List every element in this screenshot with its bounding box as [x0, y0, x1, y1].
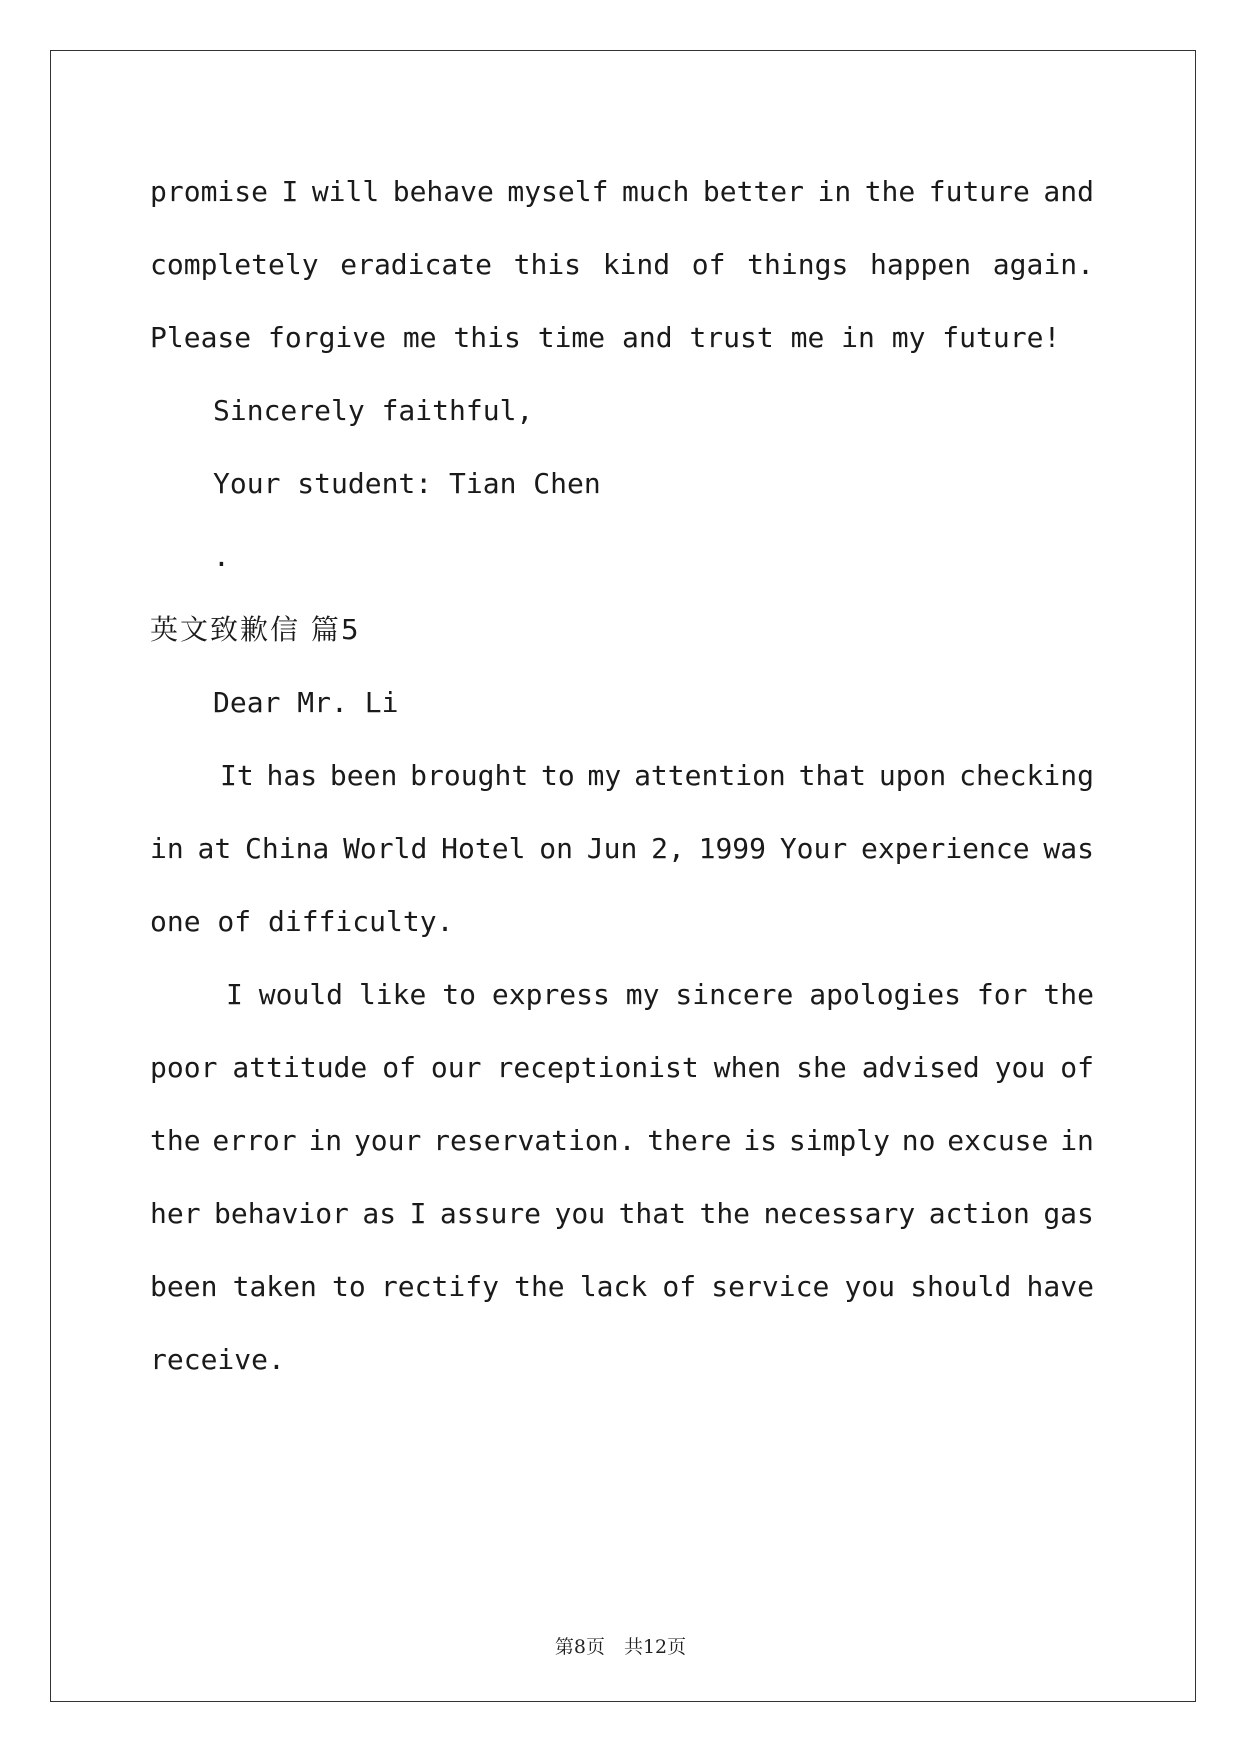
word: to	[541, 759, 575, 792]
word: been	[329, 759, 398, 792]
word: attitude	[232, 1051, 368, 1084]
word: I	[409, 1197, 427, 1230]
word: happen	[869, 248, 972, 281]
word: kind	[602, 248, 671, 281]
letter5-p1-line-3: one of difficulty.	[150, 905, 454, 938]
word: advised	[861, 1051, 980, 1084]
word: my	[625, 978, 660, 1011]
word: for	[976, 978, 1028, 1011]
letter5-p1-line-1	[220, 760, 1094, 792]
word: checking	[959, 759, 1094, 792]
word: the	[514, 1270, 565, 1303]
word: better	[702, 175, 805, 208]
word: was	[1043, 832, 1094, 865]
word: gas	[1043, 1197, 1094, 1230]
section-separator: .	[213, 540, 230, 573]
word: will	[311, 175, 380, 208]
word: have	[1026, 1270, 1094, 1303]
word: again.	[992, 248, 1094, 281]
word: brought	[410, 759, 529, 792]
word: my	[587, 759, 622, 792]
word: is	[743, 1124, 778, 1157]
word: of	[662, 1270, 697, 1303]
word: the	[699, 1197, 751, 1230]
word: simply	[788, 1124, 890, 1157]
word: to	[332, 1270, 366, 1303]
word: necessary	[763, 1197, 916, 1230]
letter4-closing: Sincerely faithful,	[213, 394, 534, 427]
letter5-salutation: Dear Mr. Li	[213, 686, 399, 719]
word: in	[150, 832, 184, 865]
word: I	[226, 978, 243, 1011]
word: that	[798, 759, 867, 792]
word: excuse	[947, 1124, 1049, 1157]
word: I	[281, 175, 299, 208]
letter4-line-3: Please forgive me this time and trust me in my future!	[150, 321, 1061, 354]
word: of	[1060, 1051, 1094, 1084]
word: to	[442, 978, 476, 1011]
word: apologies	[809, 978, 962, 1011]
word: Hotel	[441, 832, 526, 865]
word: completely	[150, 248, 319, 281]
word: poor	[150, 1051, 218, 1084]
word: reservation.	[433, 1124, 636, 1157]
word: the	[150, 1124, 201, 1157]
section-heading: 英文致歉信 篇5	[150, 613, 361, 646]
word: eradicate	[340, 248, 492, 281]
word: in	[1060, 1124, 1094, 1157]
letter5-p2-line-1	[226, 979, 1094, 1011]
word: experience	[861, 832, 1030, 865]
word: of	[691, 248, 726, 281]
word: of	[382, 1051, 416, 1084]
word: assure	[439, 1197, 542, 1230]
word: when	[713, 1051, 782, 1084]
word: lack	[579, 1270, 648, 1303]
word: the	[864, 175, 916, 208]
letter5-p1-line-2	[150, 833, 1094, 865]
word: there	[647, 1124, 732, 1157]
word: myself	[507, 175, 609, 208]
word: sincere	[675, 978, 794, 1011]
word: you	[844, 1270, 896, 1303]
letter4-line-2	[150, 249, 1094, 281]
word: this	[513, 248, 582, 281]
word: like	[358, 978, 427, 1011]
word: future	[928, 175, 1030, 208]
word: attention	[634, 759, 786, 792]
word: behave	[392, 175, 494, 208]
page-number-footer: 第8页 共12页	[554, 1636, 687, 1658]
word: at	[197, 832, 232, 865]
word: action	[928, 1197, 1030, 1230]
word: promise	[150, 175, 269, 208]
word: much	[621, 175, 690, 208]
word: in	[308, 1124, 343, 1157]
word: in	[817, 175, 852, 208]
word: our	[430, 1051, 482, 1084]
page-border	[50, 50, 1196, 1702]
word: error	[212, 1124, 297, 1157]
word: express	[491, 978, 610, 1011]
word: World	[343, 832, 428, 865]
word: 1999	[698, 832, 767, 865]
letter5-p2-line-4	[150, 1198, 1094, 1230]
word: would	[258, 978, 344, 1011]
letter5-p2-line-3	[150, 1125, 1094, 1157]
word: as	[362, 1197, 397, 1230]
word: the	[1043, 978, 1094, 1011]
word: receptionist	[496, 1051, 699, 1084]
word: she	[796, 1051, 847, 1084]
word: Jun	[586, 832, 638, 865]
word: you	[994, 1051, 1046, 1084]
word: 2,	[651, 832, 685, 865]
word: you	[554, 1197, 606, 1230]
word: her	[150, 1197, 201, 1230]
word: should	[910, 1270, 1012, 1303]
word: behavior	[214, 1197, 349, 1230]
word: your	[353, 1124, 422, 1157]
word: service	[711, 1270, 830, 1303]
word: been	[150, 1270, 218, 1303]
word: rectify	[380, 1270, 499, 1303]
letter4-signature: Your student: Tian Chen	[213, 467, 601, 500]
word: It	[220, 759, 254, 792]
word: no	[901, 1124, 936, 1157]
letter4-line-1	[150, 176, 1094, 208]
letter5-p2-line-2	[150, 1052, 1094, 1084]
word: China	[245, 832, 330, 865]
word: upon	[878, 759, 947, 792]
letter5-p2-line-6: receive.	[150, 1343, 285, 1376]
word: and	[1043, 175, 1094, 208]
word: on	[539, 832, 573, 865]
word: has	[266, 759, 318, 792]
letter5-p2-line-5	[150, 1271, 1094, 1303]
word: that	[618, 1197, 686, 1230]
word: taken	[232, 1270, 317, 1303]
word: things	[747, 248, 849, 281]
word: Your	[779, 832, 848, 865]
